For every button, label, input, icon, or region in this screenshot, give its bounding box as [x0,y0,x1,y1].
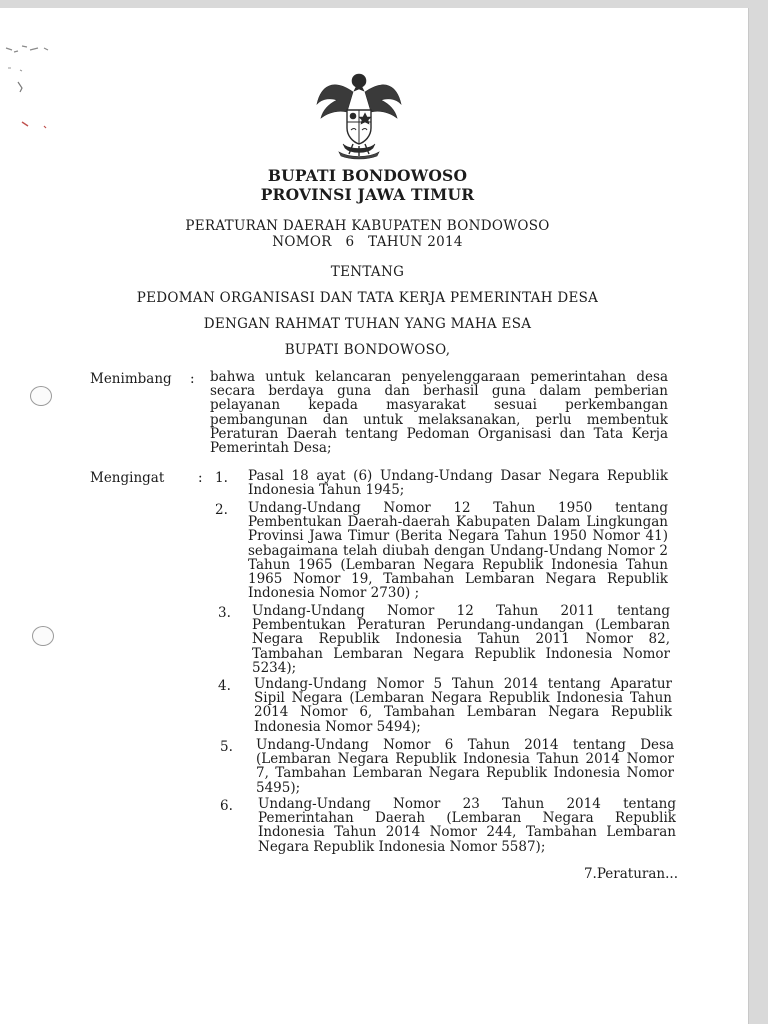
regulation-subject: PEDOMAN ORGANISASI DAN TATA KERJA PEMERINTAH DESA [136,290,599,306]
punch-hole-top [30,386,52,406]
recalling-item-number: 6. [220,798,233,814]
grace-statement: DENGAN RAHMAT TUHAN YANG MAHA ESA [203,316,532,332]
regent-title: BUPATI BONDOWOSO [267,166,468,185]
recalling-item-number: 1. [215,470,228,486]
regulation-number: NOMOR 6 TAHUN 2014 [272,234,463,250]
recalling-item-number: 2. [215,502,228,518]
document-page [0,8,748,1024]
recalling-item: Undang-Undang Nomor 23 Tahun 2014 tentang Pemerintahan Daerah (Lembaran Negara Republik Indonesia Tahun 2014 Nomor 244, Tambahan Lembaran Negara Republik Indonesia Nomor 5587); [258,796,676,855]
considering-text: bahwa untuk kelancaran penyelenggaraan pemerintahan desa secara berdaya guna dan berhasil guna dalam pemberian pelayanan kepada masyarakat sesuai perkembangan pembangunan dan untuk melaksanakan, perlu membentuk Peraturan Daerah tentang Pedoman Organisasi dan Tata Kerja Pemerintah Desa; [210,369,668,457]
about-heading: TENTANG [330,264,405,280]
authority-line: BUPATI BONDOWOSO, [284,342,451,358]
recalling-label: Mengingat [90,470,165,486]
considering-colon: : [190,371,195,387]
recalling-item: Undang-Undang Nomor 12 Tahun 2011 tentang Pembentukan Peraturan Perundang-undangan (Lembaran Negara Republik Indonesia Tahun 2011 Nomor 82, Tambahan Lembaran Negara Republik Indonesia Nomor 5234); [252,603,670,676]
recalling-item: Undang-Undang Nomor 6 Tahun 2014 tentang Desa (Lembaran Negara Republik Indonesia Tahun 2014 Nomor 7, Tambahan Lembaran Negara Republik Indonesia Nomor 5495); [256,737,674,796]
punch-hole-bottom [32,626,54,646]
province-title: PROVINSI JAWA TIMUR [260,185,475,204]
recalling-colon: : [198,470,203,486]
regulation-title: PERATURAN DAERAH KABUPATEN BONDOWOSO [185,218,550,234]
page-continuation: 7.Peraturan... [583,866,678,882]
garuda-pancasila-emblem-icon [313,70,405,160]
scan-marks [0,8,80,168]
recalling-item: Undang-Undang Nomor 5 Tahun 2014 tentang Aparatur Sipil Negara (Lembaran Negara Republik Indonesia Tahun 2014 Nomor 6, Tambahan Lembaran Negara Republik Indonesia Nomor 5494); [254,676,672,735]
recalling-item-number: 4. [218,678,231,694]
considering-label: Menimbang [90,371,172,387]
recalling-item: Undang-Undang Nomor 12 Tahun 1950 tentang Pembentukan Daerah-daerah Kabupaten Dalam Lingkungan Provinsi Jawa Timur (Berita Negara Tahun 1950 Nomor 41) sebagaimana telah diubah dengan Undang-Undang Nomor 2 Tahun 1965 (Lembaran Negara Republik Indonesia Tahun 1965 Nomor 19, Tambahan Lembaran Negara Republik Indonesia Nomor 2730) ; [248,500,668,602]
recalling-item: Pasal 18 ayat (6) Undang-Undang Dasar Negara Republik Indonesia Tahun 1945; [248,468,668,499]
recalling-item-number: 5. [220,739,233,755]
recalling-item-number: 3. [218,605,231,621]
